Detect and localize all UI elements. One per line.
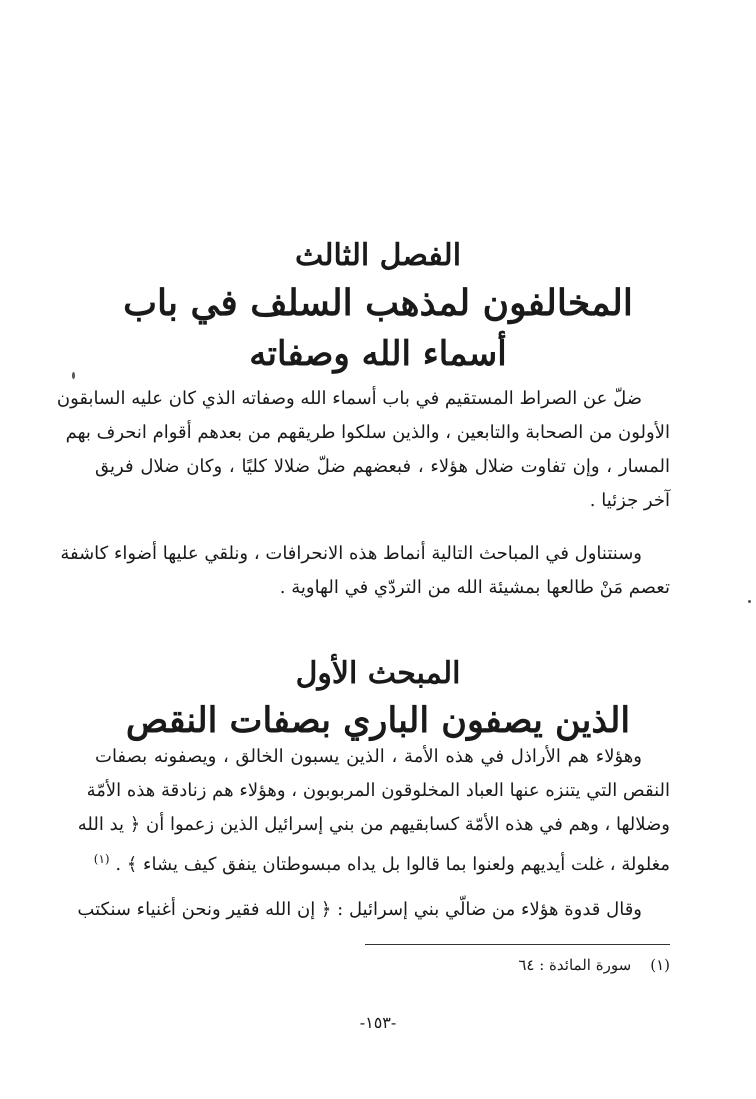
page-number: -١٥٣-	[359, 1013, 397, 1032]
chapter-title-line-1: المخالفون لمذهب السلف في باب	[123, 282, 633, 324]
footnote	[518, 956, 670, 974]
text-line: ضلّ عن الصراط المستقيم في باب أسماء الله وصفاته الذي كان عليه السابقون	[56, 388, 642, 409]
footnote-marker: (١)	[650, 956, 670, 974]
text-line: مغلولة ، غلت أيديهم ولعنوا بما قالوا بل يداه مبسوطتان ينفق كيف يشاء ﴾ .	[115, 854, 670, 875]
footnote-text: سورة المائدة : ٦٤	[518, 956, 632, 974]
text-line: وهؤلاء هم الأراذل في هذه الأمة ، الذين يسبون الخالق ، ويصفونه بصفات	[95, 746, 642, 767]
closing-paragraph	[77, 893, 670, 927]
intro-paragraph	[56, 382, 670, 518]
section-heading: المبحث الأول	[295, 656, 461, 691]
text-line: وقال قدوة هؤلاء من ضالّي بني إسرائيل : ﴿ إن الله فقير ونحن أغنياء سنكتب	[77, 899, 642, 920]
text-line: الأولون من الصحابة والتابعين ، والذين سلكوا طريقهم من بعدهم أقوام انحرف بهم	[65, 422, 670, 443]
scan-speck	[748, 600, 751, 603]
footnote-divider	[365, 944, 670, 945]
text-line-with-footnote	[95, 842, 670, 876]
text-line: تعصم مَنْ طالعها بمشيئة الله من التردّي في الهاوية .	[279, 577, 670, 598]
text-line: وضلالها ، وهم في هذه الأمّة كسابقيهم من بني إسرائيل الذين زعموا أن ﴿ يد الله	[77, 814, 670, 835]
chapter-title-line-2: أسماء الله وصفاته	[249, 334, 507, 374]
section-paragraph	[77, 740, 670, 876]
footnote-reference: (١)	[93, 852, 110, 866]
text-line: المسار ، وإن تفاوت ضلال هؤلاء ، فبعضهم ضلّ ضلالا كليًا ، وكان ضلال فريق	[95, 456, 670, 477]
text-line: النقص التي يتنزه عنها العباد المخلوقون المربوبون ، وهؤلاء هم زنادقة هذه الأمّة	[86, 780, 670, 801]
scan-speck	[72, 372, 75, 379]
text-line: وسنتناول في المباحث التالية أنماط هذه الانحرافات ، ونلقي عليها أضواء كاشفة	[60, 543, 642, 564]
text-line: آخر جزئيا .	[589, 490, 670, 511]
chapter-heading: الفصل الثالث	[294, 238, 462, 273]
section-title: الذين يصفون الباري بصفات النقص	[125, 700, 631, 741]
overview-paragraph	[60, 537, 670, 605]
